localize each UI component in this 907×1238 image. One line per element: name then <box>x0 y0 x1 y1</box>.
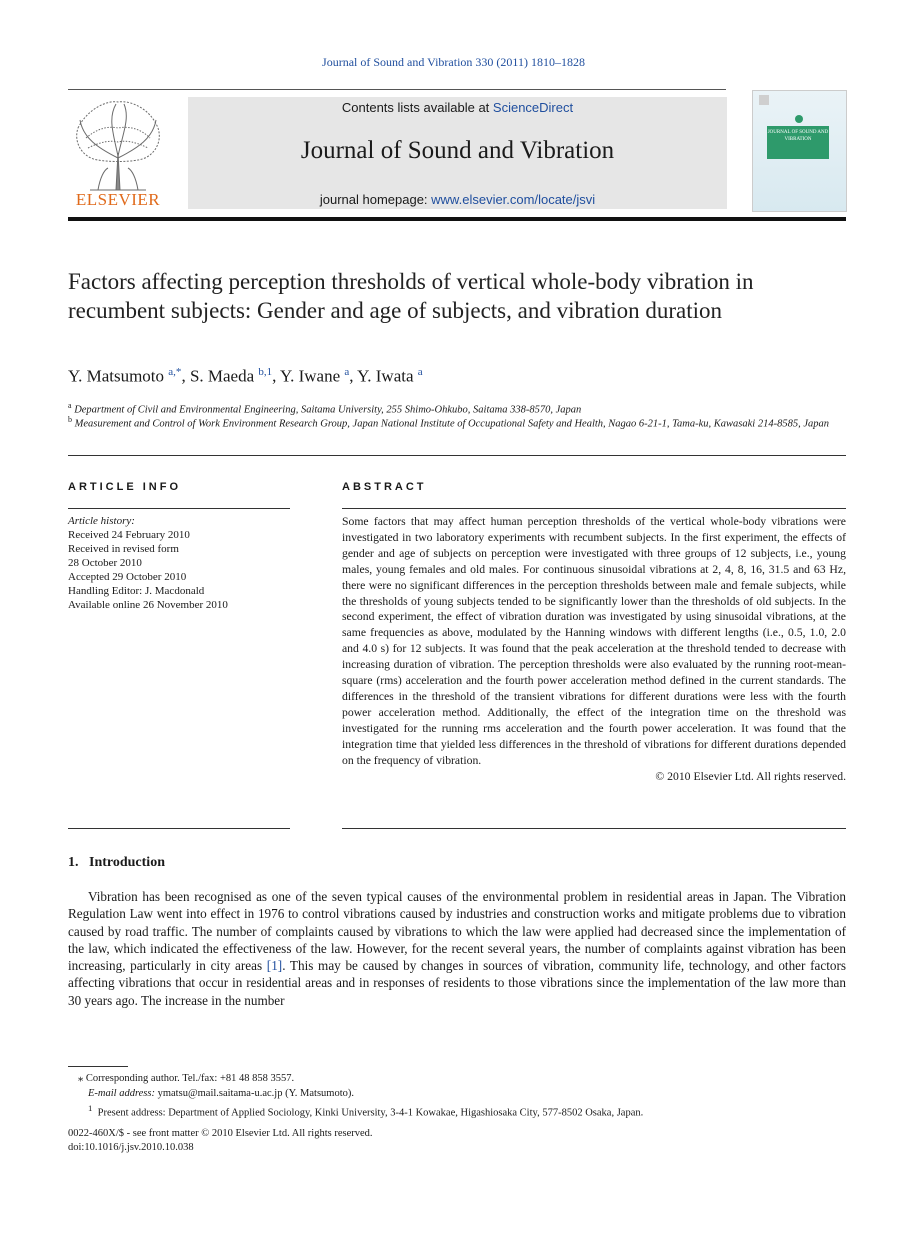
history-item: Received 24 February 2010 <box>68 529 190 541</box>
abstract-bottom-rule <box>342 828 846 829</box>
author-name: Y. Iwata <box>357 366 414 386</box>
reference-link[interactable]: [1] <box>266 958 283 974</box>
corresponding-text: Corresponding author. Tel./fax: +81 48 858 3557. <box>85 1073 295 1084</box>
article-info-bottom-rule <box>68 828 290 829</box>
introduction-heading: 1. Introduction <box>68 855 165 870</box>
email-note <box>68 1086 848 1101</box>
history-item: Handling Editor: J. Macdonald <box>68 585 205 597</box>
email-address[interactable]: ymatsu@mail.saitama-u.ac.jp (Y. Matsumoto). <box>157 1088 355 1099</box>
contents-available <box>188 100 727 115</box>
publisher-wordmark: ELSEVIER <box>75 190 161 209</box>
cover-publisher-mark <box>759 95 769 105</box>
footnote-rule <box>68 1066 128 1067</box>
history-item: Received in revised form <box>68 543 179 555</box>
journal-homepage <box>188 192 727 207</box>
author-affiliation-marker[interactable]: a <box>344 366 350 378</box>
front-matter-info <box>68 1127 373 1155</box>
abstract-body <box>342 514 846 784</box>
history-item: Accepted 29 October 2010 <box>68 571 187 583</box>
intro-text: . This may be caused by changes in sources of vibration, community life, technology, and other factors affecting vibrations that occur in residential areas and in responses of residents to those vibrations since the implementation of the law more than 30 years ago. The increase in the number <box>68 958 846 1008</box>
abstract-heading: ABSTRACT <box>342 481 427 493</box>
elsevier-logo <box>68 98 168 210</box>
introduction-paragraph <box>68 888 846 1009</box>
cover-title: JOURNAL OF SOUND AND VIBRATION <box>767 126 829 159</box>
author-affiliation-marker[interactable]: a,* <box>168 366 182 378</box>
article-info-heading: ARTICLE INFO <box>68 481 181 493</box>
doi-line[interactable]: doi:10.1016/j.jsv.2010.10.038 <box>68 1142 194 1153</box>
issn-line: 0022-460X/$ - see front matter © 2010 Elsevier Ltd. All rights reserved. <box>68 1128 373 1139</box>
abstract-copyright: © 2010 Elsevier Ltd. All rights reserved. <box>655 769 846 783</box>
journal-header-box <box>188 97 727 209</box>
history-label: Article history: <box>68 515 135 527</box>
affiliation-label: b <box>68 415 72 424</box>
footnotes <box>68 1071 848 1121</box>
journal-name: Journal of Sound and Vibration <box>300 137 615 164</box>
affiliation-text: Department of Civil and Environmental Engineering, Saitama University, 255 Shimo-Ohkubo, Saitama 338-8570, Japan <box>74 404 582 416</box>
author-affiliation-marker[interactable]: a <box>417 366 423 378</box>
section-divider <box>68 455 846 456</box>
footnote-marker: 1 <box>88 1103 93 1113</box>
cover-dot-icon <box>795 115 803 123</box>
journal-cover-thumbnail <box>752 90 847 212</box>
asterisk-marker: ⁎ <box>78 1073 84 1084</box>
sciencedirect-link[interactable]: ScienceDirect <box>492 100 574 115</box>
homepage-prefix: journal homepage: <box>319 192 432 207</box>
author-affiliation-marker[interactable]: b,1 <box>258 366 273 378</box>
history-item: 28 October 2010 <box>68 557 142 569</box>
corresponding-author-note <box>68 1071 848 1086</box>
author-name: Y. Iwane <box>280 366 341 386</box>
author-list: Y. Matsumoto $^{a,*}$, S. Maeda $^{b,1}$, Y. Iwane $^a$, Y. Iwata $^a$ <box>68 366 423 386</box>
article-history <box>68 514 290 612</box>
contents-prefix: Contents lists available at <box>341 100 493 115</box>
intro-text: Vibration has been recognised as one of the seven typical causes of the environmental problem in residential areas in Japan. The Vibration Regulation Law went into effect in 1976 to control vibrations caused by industries and construction works and mitigate problems due to vibration caused by road traffic. The number of complaints caused by vibrations to which the law were applied had decreased since the implementation of the law, which indicated the effectiveness of the law. However, for the recent several years, the number of complaints against vibration has been increasing, particularly in city areas <box>68 889 846 974</box>
article-title: Factors affecting perception thresholds of vertical whole-body vibration in recumbent subjects: Gender and age of subjects, and vibration duration <box>68 269 754 323</box>
history-item: Available online 26 November 2010 <box>68 599 228 611</box>
abstract-text: Some factors that may affect human perception thresholds of the vertical whole-body vibrations were investigated in two laboratory experiments with recumbent subjects. In the first experiment, the effects of gender and age of subjects on perception were investigated with three groups of 12 subjects, i.e., young males, young females and old males. For continuous sinusoidal vibrations at 2, 4, 8, 16, 31.5 and 63 Hz, there were no significant differences in the perception thresholds between male and female subjects, while the thresholds of young subjects tended to be significantly lower than the thresholds of old subjects. In the second experiment, the effect of vibration duration was investigated by using sinusoidal vibrations, at the same frequencies as above, modulated by the Hanning windows with different lengths (i.e., 0.5, 1.0, 2.0 and 4.0 s) for 12 subjects. It was found that the peak acceleration at the threshold tended to decrease with increasing duration of vibration. The perception thresholds were also evaluated by the running root-mean-square (rms) acceleration and the fourth power acceleration method defined in the current standards. The differences in the threshold of the transient vibrations for different durations were less with the fourth power acceleration method. Additionally, the effect of the integration time on the threshold was investigated for the running rms acceleration and the fourth power acceleration. It was found that the integration time that yielded less differences in the threshold of vibrations for different durations depended on the frequency of vibration. <box>342 515 846 767</box>
affiliation-text: Measurement and Control of Work Environment Research Group, Japan National Institute of Occupational Safety and Health, Nagao 6-21-1, Tama-ku, Kawasaki 214-8585, Japan <box>74 418 829 430</box>
author-name: Y. Matsumoto <box>68 366 165 386</box>
affiliation-label: a <box>68 401 72 410</box>
header-thick-rule <box>68 217 846 221</box>
email-label: E-mail address: <box>88 1088 155 1099</box>
present-address-note <box>68 1101 848 1121</box>
affiliation-b <box>68 413 848 432</box>
present-address-text: Present address: Department of Applied Sociology, Kinki University, 3-4-1 Kowakae, Higashiosaka City, 577-8502 Osaka, Japan. <box>97 1107 644 1119</box>
article-info-rule <box>68 508 290 509</box>
author-name: S. Maeda <box>189 366 255 386</box>
homepage-link[interactable]: www.elsevier.com/locate/jsvi <box>431 192 596 207</box>
journal-reference[interactable]: Journal of Sound and Vibration 330 (2011) 1810–1828 <box>322 55 585 69</box>
header-divider <box>68 89 726 90</box>
abstract-rule <box>342 508 846 509</box>
